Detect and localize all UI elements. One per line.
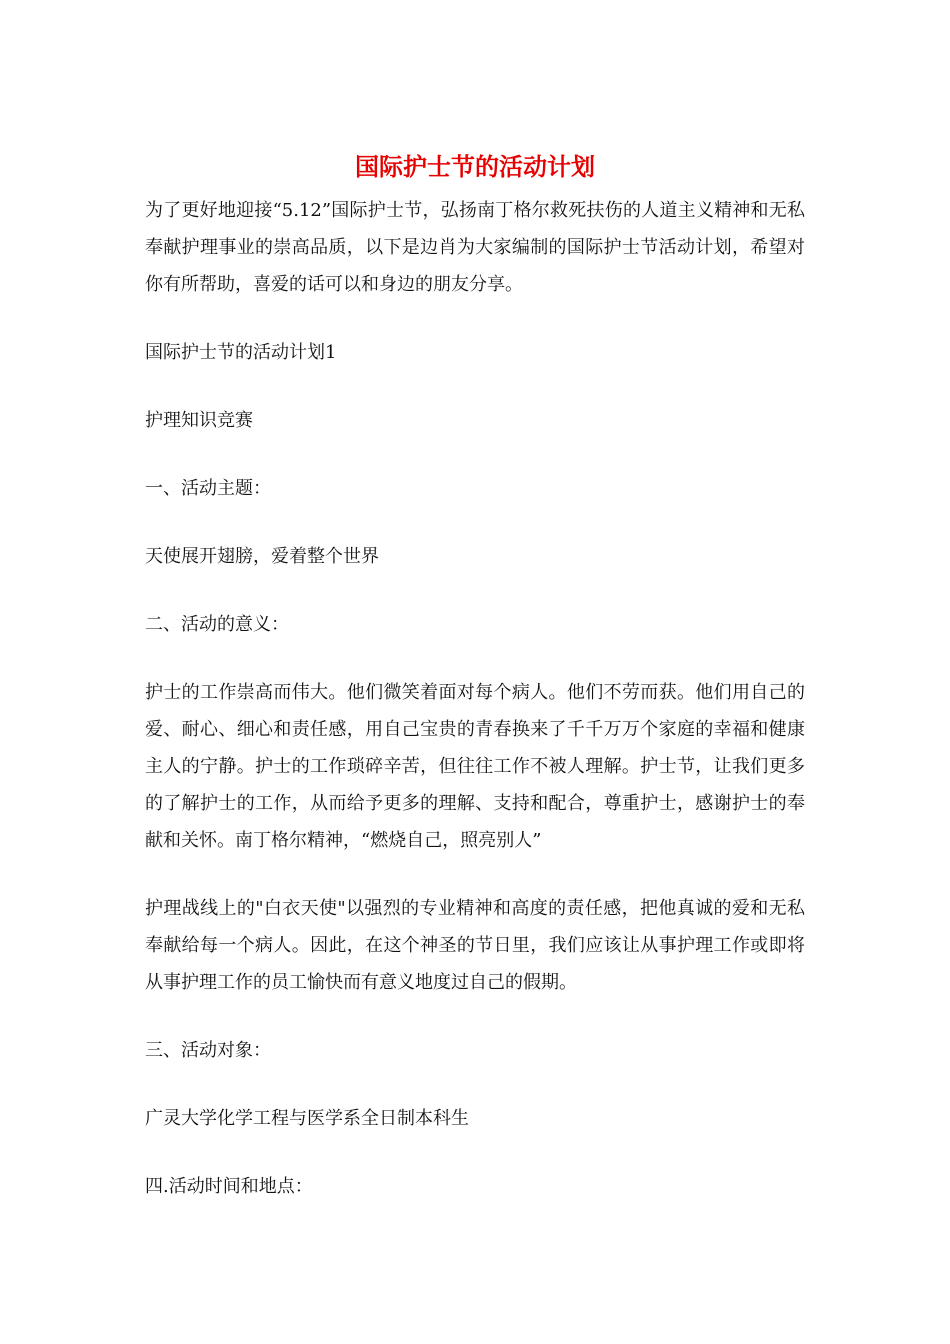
significance-paragraph: 护士的工作崇高而伟大。他们微笑着面对每个病人。他们不劳而获。他们用自己的爱、耐心、细心和责任感，用自己宝贵的青春换来了千千万万个家庭的幸福和健康主人的宁静。护士的工作琐碎辛苦，但往往工作不被人理解。护士节，让我们更多的了解护士的工作，从而给予更多的理解、支持和配合，尊重护士，感谢护士的奉献和关怀。南丁格尔精神，“燃烧自己，照亮别人”: [145, 682, 805, 851]
audience-text: 广灵大学化学工程与医学系全日制本科生: [145, 1108, 469, 1129]
white-angel-paragraph: 护理战线上的"白衣天使"以强烈的专业精神和高度的责任感，把他真诚的爱和无私奉献给每一个病人。因此，在这个神圣的节日里，我们应该让从事护理工作或即将从事护理工作的员工愉快而有意义地度过自己的假期。: [145, 898, 805, 993]
plan-heading: 国际护士节的活动计划1: [145, 342, 337, 363]
intro-paragraph: 为了更好地迎接“5.12”国际护士节，弘扬南丁格尔救死扶伤的人道主义精神和无私奉献护理事业的崇高品质，以下是边肖为大家编制的国际护士节活动计划，希望对你有所帮助，喜爱的话可以和身边的朋友分享。: [145, 200, 805, 295]
section-heading-theme: 一、活动主题：: [145, 478, 271, 499]
document-title: 国际护士节的活动计划: [355, 152, 595, 181]
section-heading-audience: 三、活动对象：: [145, 1040, 271, 1061]
theme-text: 天使展开翅膀，爱着整个世界: [145, 546, 379, 567]
event-name: 护理知识竞赛: [145, 410, 253, 431]
section-heading-time-place: 四.活动时间和地点：: [145, 1176, 313, 1197]
section-heading-significance: 二、活动的意义：: [145, 614, 289, 635]
document-body: [145, 192, 805, 1236]
